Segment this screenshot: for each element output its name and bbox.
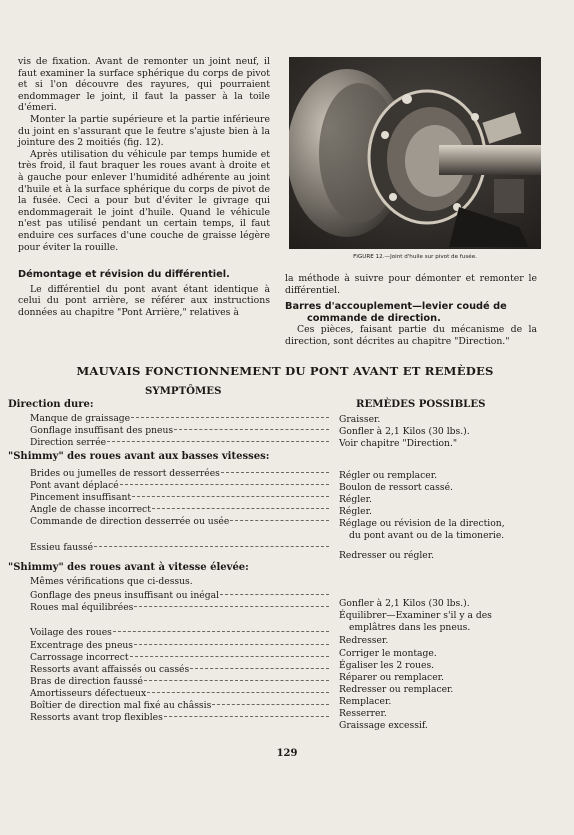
paragraph: la méthode à suivre pour démonter et remonter le différentiel. — [285, 273, 537, 296]
symptom-row — [30, 425, 330, 437]
figure-12 — [289, 57, 541, 269]
symptom: Ressorts avant trop flexibles — [30, 712, 163, 723]
dot-leader — [174, 429, 329, 430]
remedy: Graissage excessif. — [339, 720, 428, 731]
remedy: Redresser ou régler. — [339, 550, 435, 561]
dot-leader — [120, 484, 329, 485]
right-text-column — [285, 273, 537, 348]
symptom-row — [30, 664, 330, 676]
oil-seal-photo — [289, 57, 541, 249]
paragraph: vis de fixation. Avant de remonter un joint neuf, il faut examiner la surface sphérique du corps de pivot et si l'on découvre des rayures, qui pourraient endommager le joint, il faut la passer à la toile d'émeri. — [18, 56, 270, 114]
remedy: Gonfler à 2,1 Kilos (30 lbs.). — [339, 598, 470, 609]
section-heading: Démontage et révision du différentiel. — [18, 269, 230, 281]
group-title: Direction dure: — [8, 399, 94, 410]
symptom-row — [30, 504, 330, 516]
symptom: Direction serrée — [30, 437, 107, 448]
symptom: Gonflage insuffisant des pneus — [30, 425, 174, 436]
dot-leader — [164, 716, 329, 717]
group-title: "Shimmy" des roues avant à vitesse élevée: — [8, 562, 249, 573]
remedy-line: emplâtres dans les pneus. — [349, 621, 471, 633]
symptom: Pincement insuffisant — [30, 492, 132, 503]
symptom-row — [30, 437, 330, 449]
remedy-line: du pont avant ou de la timonerie. — [349, 529, 505, 541]
symptom: Bras de direction faussé — [30, 676, 143, 687]
symptom: Amortisseurs défectueux — [30, 688, 147, 699]
dot-leader — [132, 496, 329, 497]
dot-leader — [130, 656, 329, 657]
page-number: 129 — [276, 748, 298, 759]
remedy-line: Réglage ou révision de la direction, — [339, 518, 505, 529]
remedy — [339, 518, 549, 541]
symptom-row — [30, 627, 330, 639]
remedy: Réparer ou remplacer. — [339, 672, 444, 683]
remedy: Remplacer. — [339, 696, 392, 707]
remedy-line: Équilibrer—Examiner s'il y a des — [339, 610, 492, 621]
symptom: Excentrage des pneus — [30, 640, 134, 651]
heading-line: commande de direction. — [307, 312, 441, 324]
symptom: Brides ou jumelles de ressort desserrées — [30, 468, 220, 479]
section-heading — [285, 301, 537, 324]
symptom-row — [30, 480, 330, 492]
paragraph: Ces pièces, faisant partie du mécanisme de la direction, sont décrites au chapitre "Direction." — [285, 324, 537, 347]
symptom: Voilage des roues — [30, 627, 112, 638]
symptom: Commande de direction desserrée ou usée — [30, 516, 230, 527]
remedy: Régler. — [339, 494, 372, 505]
heading-line: Barres d'accouplement—levier coudé de — [285, 301, 507, 313]
paragraph: Après utilisation du véhicule par temps humide et très froid, il faut braquer les roues avant à droite et à gauche pour enlever l'humidité adhérente au joint d'huile et à la surface sphérique du corps de pivot de la fusée. Ceci a pour but d'éviter le givrage qui endommagerait le joint d'huile. Quand le véhicule n'est pas utilisé pendant un certain temps, il faut enduire ces surfaces d'une couche de graisse légère pour éviter la rouille. — [18, 148, 270, 253]
intro-line: Mêmes vérifications que ci-dessus. — [30, 576, 193, 587]
symptom-row — [30, 492, 330, 504]
remedy: Graisser. — [339, 414, 381, 425]
troubleshooting-title: MAUVAIS FONCTIONNEMENT DU PONT AVANT ET REMÈDES — [76, 364, 494, 378]
remedy: Redresser ou remplacer. — [339, 684, 454, 695]
dot-leader — [152, 508, 329, 509]
symptom-row — [30, 468, 330, 480]
dot-leader — [134, 606, 329, 607]
symptom-row — [30, 542, 330, 554]
symptom-row — [30, 590, 330, 602]
dot-leader — [134, 644, 329, 645]
dot-leader — [144, 680, 329, 681]
dot-leader — [230, 520, 329, 521]
symptom-row — [30, 712, 330, 724]
symptom-row — [30, 602, 330, 614]
oil-seal-illustration — [289, 57, 541, 249]
dot-leader — [113, 631, 329, 632]
dot-leader — [212, 704, 329, 705]
symptom: Pont avant déplacé — [30, 480, 119, 491]
remedy: Égaliser les 2 roues. — [339, 660, 435, 671]
group-title: "Shimmy" des roues avant aux basses vitesses: — [8, 451, 270, 462]
remedy: Voir chapitre "Direction." — [339, 438, 458, 449]
symptom-row — [30, 676, 330, 688]
symptom: Boîtier de direction mal fixé au châssis — [30, 700, 212, 711]
symptom: Essieu faussé — [30, 542, 94, 553]
symptoms-header: SYMPTÔMES — [145, 385, 222, 397]
dot-leader — [147, 692, 329, 693]
symptom: Manque de graissage — [30, 413, 131, 424]
figure-caption: FIGURE 12.—Joint d'huile sur pivot de fusée. — [353, 254, 477, 260]
symptom-row — [30, 516, 330, 528]
dot-leader — [190, 668, 329, 669]
symptom: Ressorts avant affaissés ou cassés — [30, 664, 190, 675]
remedy: Corriger le montage. — [339, 648, 437, 659]
symptom-row — [30, 688, 330, 700]
symptom-row — [30, 652, 330, 664]
symptom-row — [30, 640, 330, 652]
remedy: Régler ou remplacer. — [339, 470, 438, 481]
remedy: Boulon de ressort cassé. — [339, 482, 453, 493]
dot-leader — [220, 594, 329, 595]
dot-leader — [94, 546, 329, 547]
symptom-row — [30, 413, 330, 425]
remedy — [339, 610, 549, 633]
remedy: Redresser. — [339, 635, 389, 646]
remedy: Régler. — [339, 506, 372, 517]
dot-leader — [131, 417, 329, 418]
dot-leader — [107, 441, 329, 442]
symptom-row — [30, 700, 330, 712]
remedy: Gonfler à 2,1 Kilos (30 lbs.). — [339, 426, 470, 437]
left-text-column — [18, 56, 270, 318]
paragraph: Le différentiel du pont avant étant identique à celui du pont arrière, se référer aux instructions données au chapitre "Pont Arrière," relatives à — [18, 283, 270, 318]
symptom: Angle de chasse incorrect — [30, 504, 151, 515]
symptom: Gonflage des pneus insuffisant ou inégal — [30, 590, 220, 601]
remedy: Resserrer. — [339, 708, 387, 719]
paragraph: Monter la partie supérieure et la partie inférieure du joint en s'assurant que le feutre s'ajuste bien à la jointure des 2 moitiés (fig. 12). — [18, 113, 270, 149]
dot-leader — [221, 472, 329, 473]
symptom: Carrossage incorrect — [30, 652, 129, 663]
remedies-header: REMÈDES POSSIBLES — [356, 398, 486, 410]
symptom: Roues mal équilibrées — [30, 602, 134, 613]
